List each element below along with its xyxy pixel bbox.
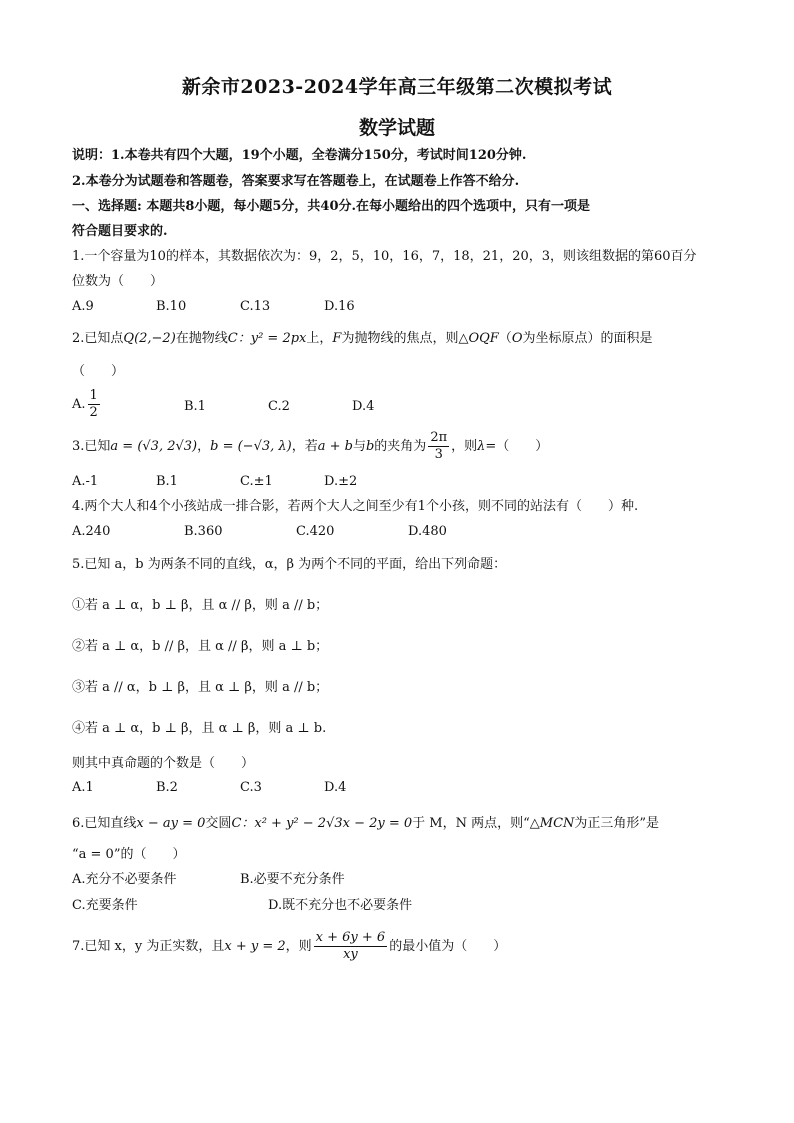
q6-circle-equation: C：x² + y² − 2√3x − 2y = 0 xyxy=(231,816,413,831)
q2-origin-o: O xyxy=(511,331,523,346)
q3-vector-b-ref: b xyxy=(365,439,375,454)
q5-stem: 5.已知 a，b 为两条不同的直线，α，β 为两个不同的平面，给出下列命题： xyxy=(72,557,507,572)
q7-text-b: ，则 xyxy=(285,939,312,954)
q5-proposition-2: ②若 a ⊥ α，b // β，且 α // β，则 a ⊥ b； xyxy=(72,639,329,654)
q4-option-a: A.240 xyxy=(72,524,111,539)
q2-option-a xyxy=(72,388,102,421)
q3-text-c: 与 xyxy=(352,439,366,454)
q1-stem: 1.一个容量为10的样本，其数据依次为：9，2，5，10，16，7，18，21，20，3，则该组数据的第60百分 xyxy=(72,249,697,264)
q6-option-d: D.既不充分也不必要条件 xyxy=(268,898,413,913)
q2-text-d: 为抛物线的焦点，则 xyxy=(341,331,459,346)
q3-option-c: C.±1 xyxy=(240,474,273,489)
q4-option-d: D.480 xyxy=(408,524,447,539)
q1-option-d: D.16 xyxy=(324,299,355,314)
q5-proposition-1: ①若 a ⊥ α，b ⊥ β，且 α // β，则 a // b； xyxy=(72,598,329,613)
section-1-heading-cont: 符合题目要求的. xyxy=(72,224,168,239)
q2-curve-c: C：y² = 2px xyxy=(227,331,307,346)
q2-stem xyxy=(72,330,653,348)
fraction-numerator: 1 xyxy=(89,388,98,403)
q6-stem-cont: “a = 0”的（ ） xyxy=(72,847,186,862)
q2-option-d: D.4 xyxy=(352,399,375,414)
q2-triangle: △OQF xyxy=(458,331,499,346)
q1-stem-cont: 位数为（ ） xyxy=(72,274,164,289)
q4-stem: 4.两个大人和4个小孩站成一排合影，若两个大人之间至少有1个小孩，则不同的站法有（ ）种. xyxy=(72,499,639,514)
q2-text-e: （ xyxy=(498,331,512,346)
q2-text-c: 上， xyxy=(306,331,333,346)
q2-text-a: 2.已知点 xyxy=(72,331,124,346)
q5-option-a: A.1 xyxy=(72,780,94,795)
q6-triangle: △MCN xyxy=(529,816,575,831)
note-line-1: 说明：1.本卷共有四个大题，19个小题，全卷满分150分，考试时间120分钟. xyxy=(72,148,527,163)
q6-text-d: 为正三角形”是 xyxy=(574,816,660,831)
q3-lambda: λ xyxy=(477,439,486,454)
q3-option-b: B.1 xyxy=(156,474,178,489)
q5-proposition-4: ④若 a ⊥ α，b ⊥ β，且 α ⊥ β，则 a ⊥ b. xyxy=(72,721,327,736)
q2-text-f: 为坐标原点）的面积是 xyxy=(522,331,653,346)
q3-option-a: A.-1 xyxy=(72,474,99,489)
q2-option-a-fraction xyxy=(88,388,100,421)
q1-option-b: B.10 xyxy=(156,299,187,314)
q3-stem xyxy=(72,430,548,464)
fraction-denominator: 2 xyxy=(89,405,98,420)
fraction-numerator: x + 6y + 6 xyxy=(315,930,386,945)
exam-subtitle: 数学试题 xyxy=(358,117,435,139)
q5-option-c: C.3 xyxy=(240,780,262,795)
fraction-numerator: 2π xyxy=(430,430,448,445)
q6-option-b: B.必要不充分条件 xyxy=(240,872,345,887)
q7-stem xyxy=(72,928,506,966)
q3-vector-sum: a + b xyxy=(317,439,353,454)
exam-title: 新余市2023-2024学年高三年级第二次模拟考试 xyxy=(181,76,613,98)
q3-text-b: ，若 xyxy=(291,439,318,454)
q2-stem-cont: （ ） xyxy=(72,364,125,379)
q2-option-a-label: A. xyxy=(72,397,86,412)
q6-option-a: A.充分不必要条件 xyxy=(72,872,177,887)
q2-option-c: C.2 xyxy=(268,399,290,414)
q2-point-q: Q(2,−2) xyxy=(123,331,176,346)
q2-option-b: B.1 xyxy=(184,399,206,414)
q6-option-c: C.充要条件 xyxy=(72,898,138,913)
q3-vector-a: a = (√3, 2√3) xyxy=(110,439,198,454)
q7-condition: x + y = 2 xyxy=(224,939,286,954)
q7-text-c: 的最小值为（ ） xyxy=(389,939,507,954)
q2-text-b: 在抛物线 xyxy=(175,331,228,346)
fraction-denominator: xy xyxy=(343,947,358,962)
q6-text-c: 于 M，N 两点，则“ xyxy=(412,816,530,831)
q3-option-d: D.±2 xyxy=(324,474,358,489)
q6-line-equation: x − ay = 0 xyxy=(136,816,206,831)
q3-text-d: 的夹角为 xyxy=(374,439,427,454)
q3-vector-b: b = (−√3, λ) xyxy=(210,439,292,454)
q6-stem xyxy=(72,815,659,833)
q1-option-c: C.13 xyxy=(240,299,271,314)
note-line-2: 2.本卷分为试题卷和答题卷，答案要求写在答题卷上，在试题卷上作答不给分. xyxy=(72,174,520,189)
q2-focus-f: F xyxy=(332,331,342,346)
q3-text-a: 3.已知 xyxy=(72,439,111,454)
q6-text-a: 6.已知直线 xyxy=(72,816,137,831)
q7-fraction xyxy=(314,930,388,963)
q5-option-b: B.2 xyxy=(156,780,178,795)
q5-proposition-3: ③若 a // α，b ⊥ β，且 α ⊥ β，则 a // b； xyxy=(72,680,329,695)
q7-text-a: 7.已知 x，y 为正实数，且 xyxy=(72,939,225,954)
q3-angle-fraction xyxy=(428,430,449,463)
q4-option-c: C.420 xyxy=(296,524,335,539)
q4-option-b: B.360 xyxy=(184,524,223,539)
q6-text-b: 交圆 xyxy=(205,816,232,831)
q1-option-a: A.9 xyxy=(72,299,94,314)
section-1-heading: 一、选择题: 本题共8小题，每小题5分，共40分.在每小题给出的四个选项中，只有一项是 xyxy=(72,199,591,214)
q3-separator: ， xyxy=(197,439,211,454)
fraction-denominator: 3 xyxy=(434,447,443,462)
q3-text-f: =（ ） xyxy=(485,439,549,454)
q5-question: 则其中真命题的个数是（ ） xyxy=(72,756,255,771)
q5-option-d: D.4 xyxy=(324,780,347,795)
q3-text-e: ，则 xyxy=(451,439,478,454)
